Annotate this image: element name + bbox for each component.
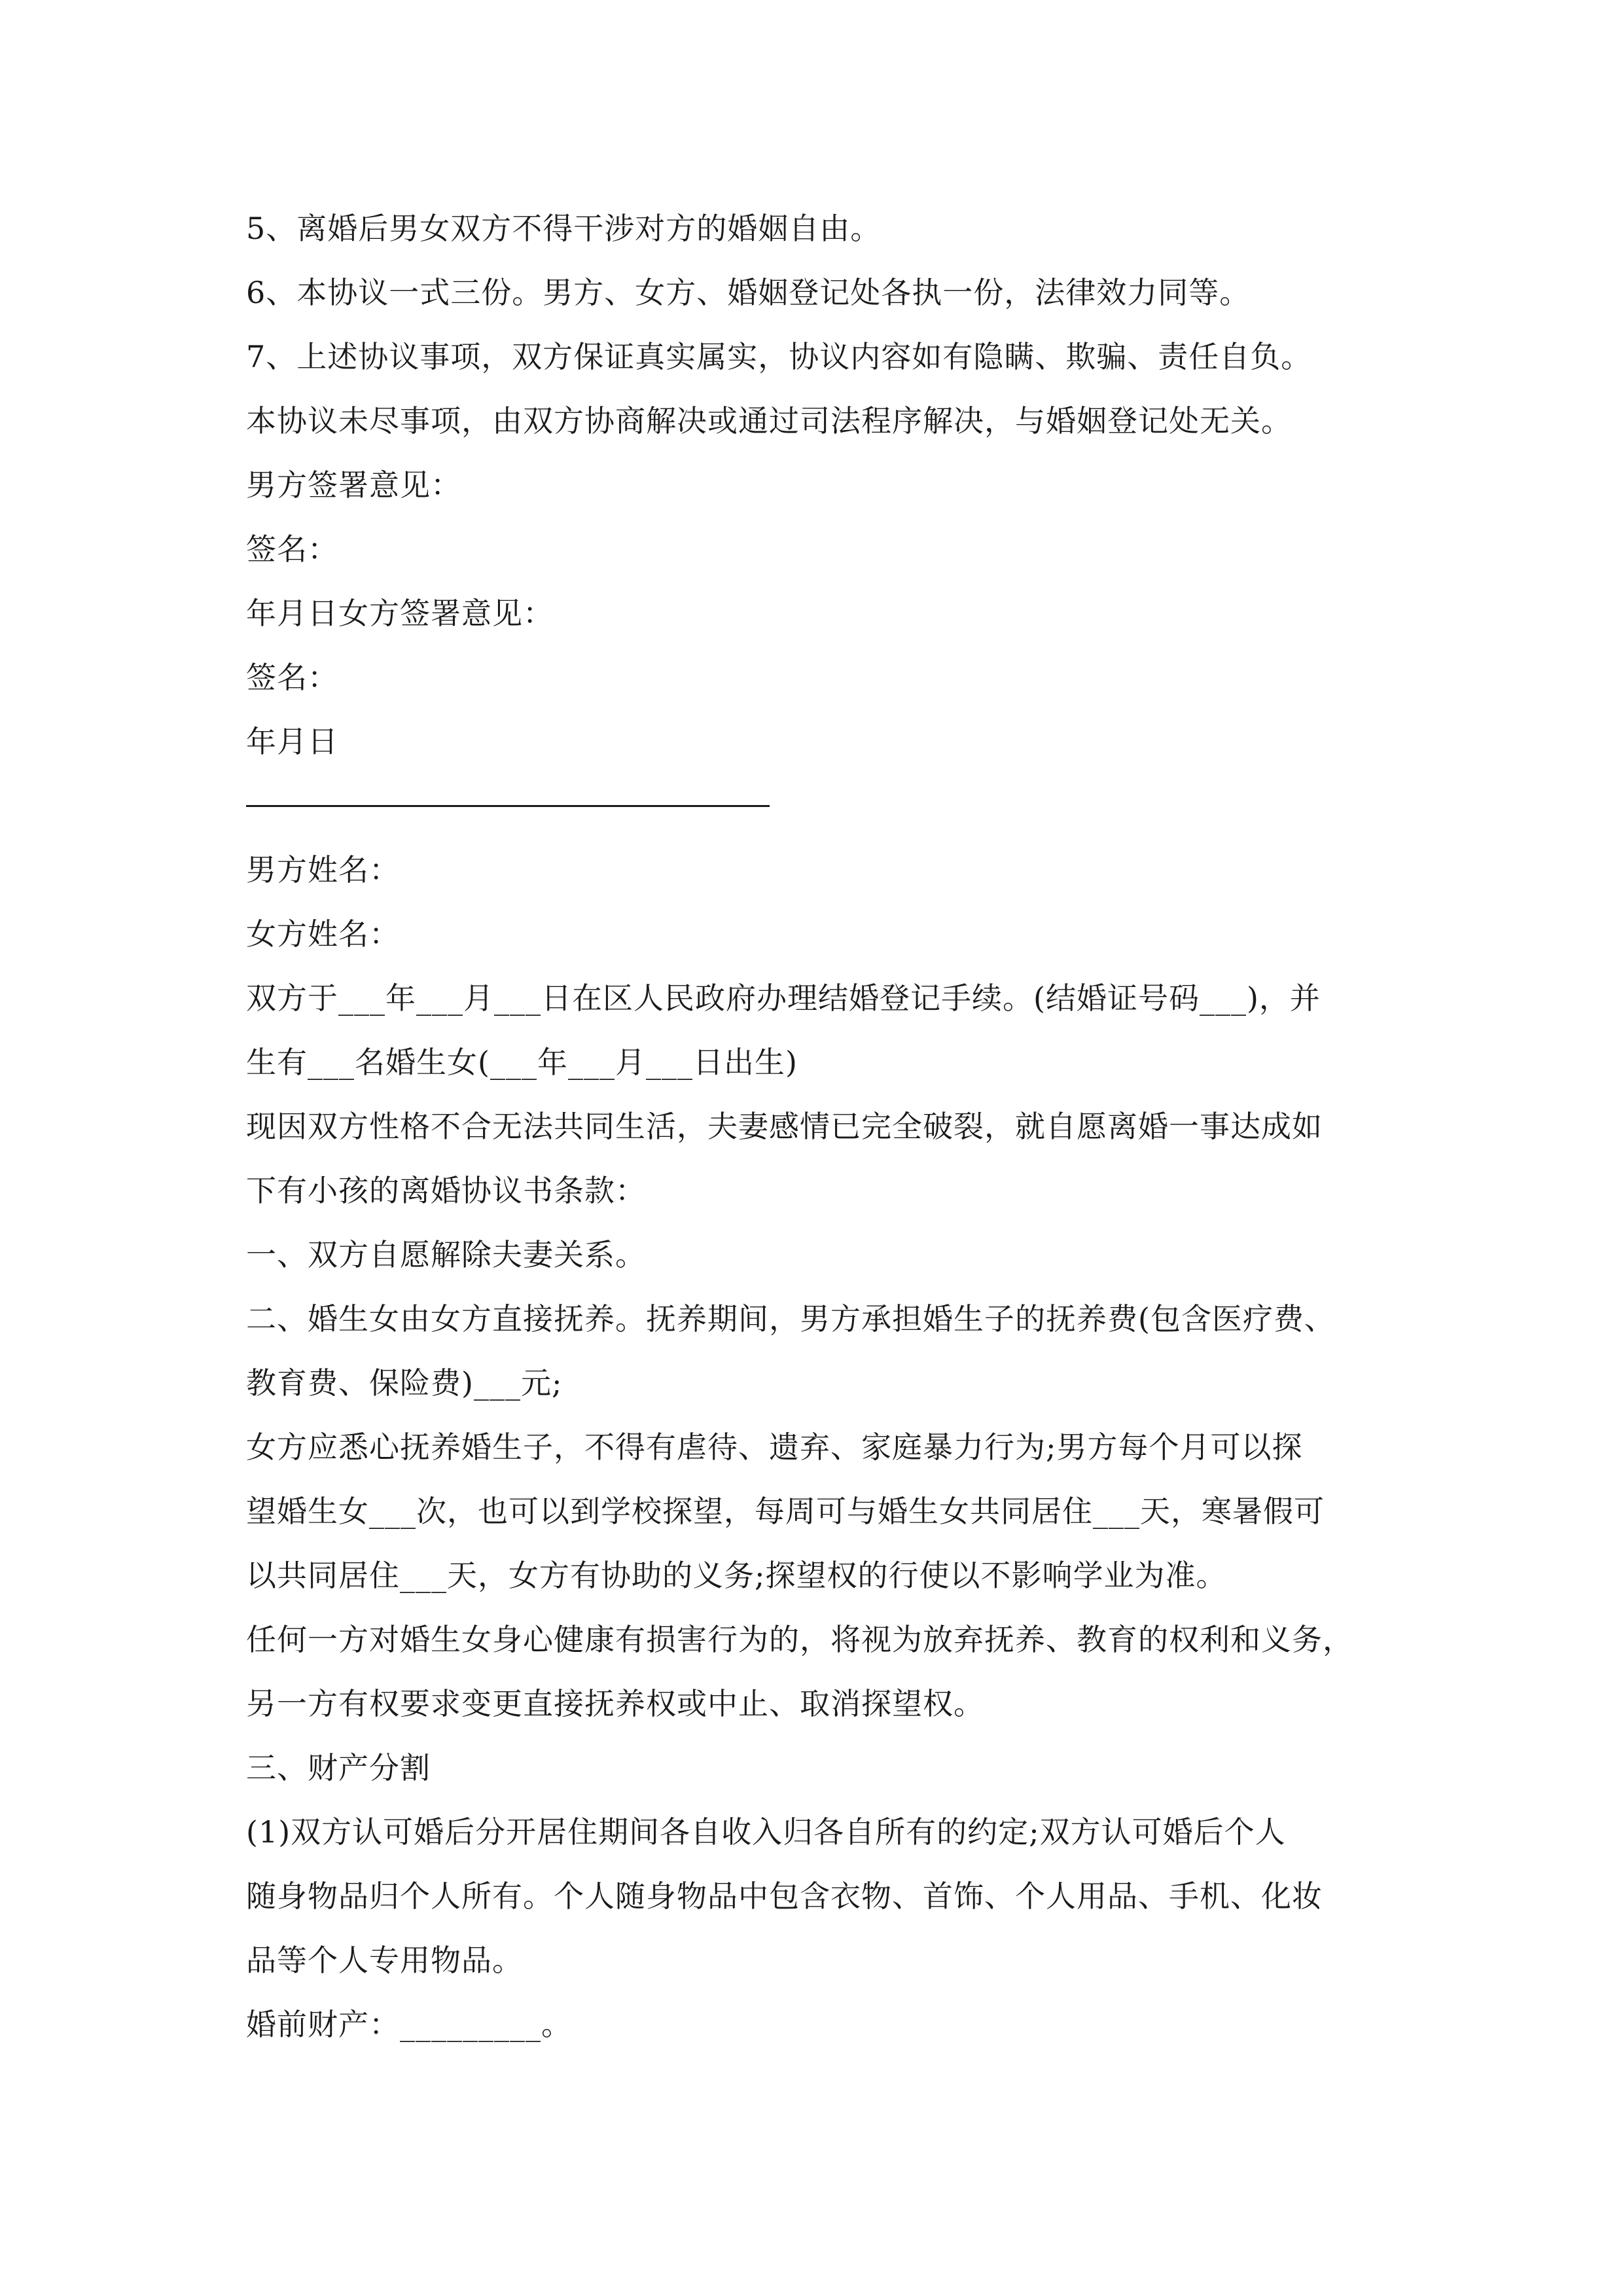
male-name-field: 男方姓名：	[246, 852, 400, 888]
date-female-opinion-label: 年月日女方签署意见：	[246, 596, 554, 631]
custody-line-1: 女方应悉心抚养婚生子，不得有虐待、遗弃、家庭暴力行为;男方每个月可以探	[246, 1429, 1303, 1465]
closing-statement: 本协议未尽事项，由双方协商解决或通过司法程序解决，与婚姻登记处无关。	[246, 403, 1292, 439]
custody-line-3: 以共同居住___天，女方有协助的义务;探望权的行使以不影响学业为准。	[246, 1558, 1227, 1593]
female-signature-label: 签名：	[246, 660, 338, 695]
reason-line-2: 下有小孩的离婚协议书条款：	[246, 1173, 646, 1208]
male-opinion-label: 男方签署意见：	[246, 467, 461, 503]
date-label: 年月日	[246, 724, 338, 759]
premarital-property-field: 婚前财产：_________。	[246, 2007, 572, 2042]
male-signature-label: 签名：	[246, 531, 338, 567]
property-line-3: 品等个人专用物品。	[246, 1943, 523, 1978]
clause-7: 7、上述协议事项，双方保证真实属实，协议内容如有隐瞒、欺骗、责任自负。	[246, 339, 1312, 374]
article-2-line-2: 教育费、保险费)___元;	[246, 1365, 563, 1401]
separator-line	[246, 805, 770, 807]
article-1: 一、双方自愿解除夫妻关系。	[246, 1237, 646, 1272]
reason-line-1: 现因双方性格不合无法共同生活，夫妻感情已完全破裂，就自愿离婚一事达成如	[246, 1109, 1323, 1144]
clause-5: 5、离婚后男女双方不得干涉对方的婚姻自由。	[246, 211, 882, 246]
harm-clause-line-1: 任何一方对婚生女身心健康有损害行为的，将视为放弃抚养、教育的权利和义务，	[246, 1622, 1353, 1657]
article-2-line-1: 二、婚生女由女方直接抚养。抚养期间，男方承担婚生子的抚养费(包含医疗费、	[246, 1301, 1335, 1336]
children-line: 生有___名婚生女(___年___月___日出生)	[246, 1045, 798, 1080]
harm-clause-line-2: 另一方有权要求变更直接抚养权或中止、取消探望权。	[246, 1686, 984, 1721]
article-3-heading: 三、财产分割	[246, 1750, 431, 1785]
marriage-registration-line: 双方于___年___月___日在区人民政府办理结婚登记手续。(结婚证号码___)，并	[246, 980, 1321, 1016]
document-body	[246, 196, 1398, 2056]
property-line-2: 随身物品归个人所有。个人随身物品中包含衣物、首饰、个人用品、手机、化妆	[246, 1878, 1323, 1914]
clause-6: 6、本协议一式三份。男方、女方、婚姻登记处各执一份，法律效力同等。	[246, 275, 1251, 310]
custody-line-2: 望婚生女___次，也可以到学校探望，每周可与婚生女共同居住___天，寒暑假可	[246, 1494, 1325, 1529]
property-line-1: (1)双方认可婚后分开居住期间各自收入归各自所有的约定;双方认可婚后个人	[246, 1814, 1286, 1850]
section-separator	[246, 774, 1398, 838]
female-name-field: 女方姓名：	[246, 916, 400, 952]
